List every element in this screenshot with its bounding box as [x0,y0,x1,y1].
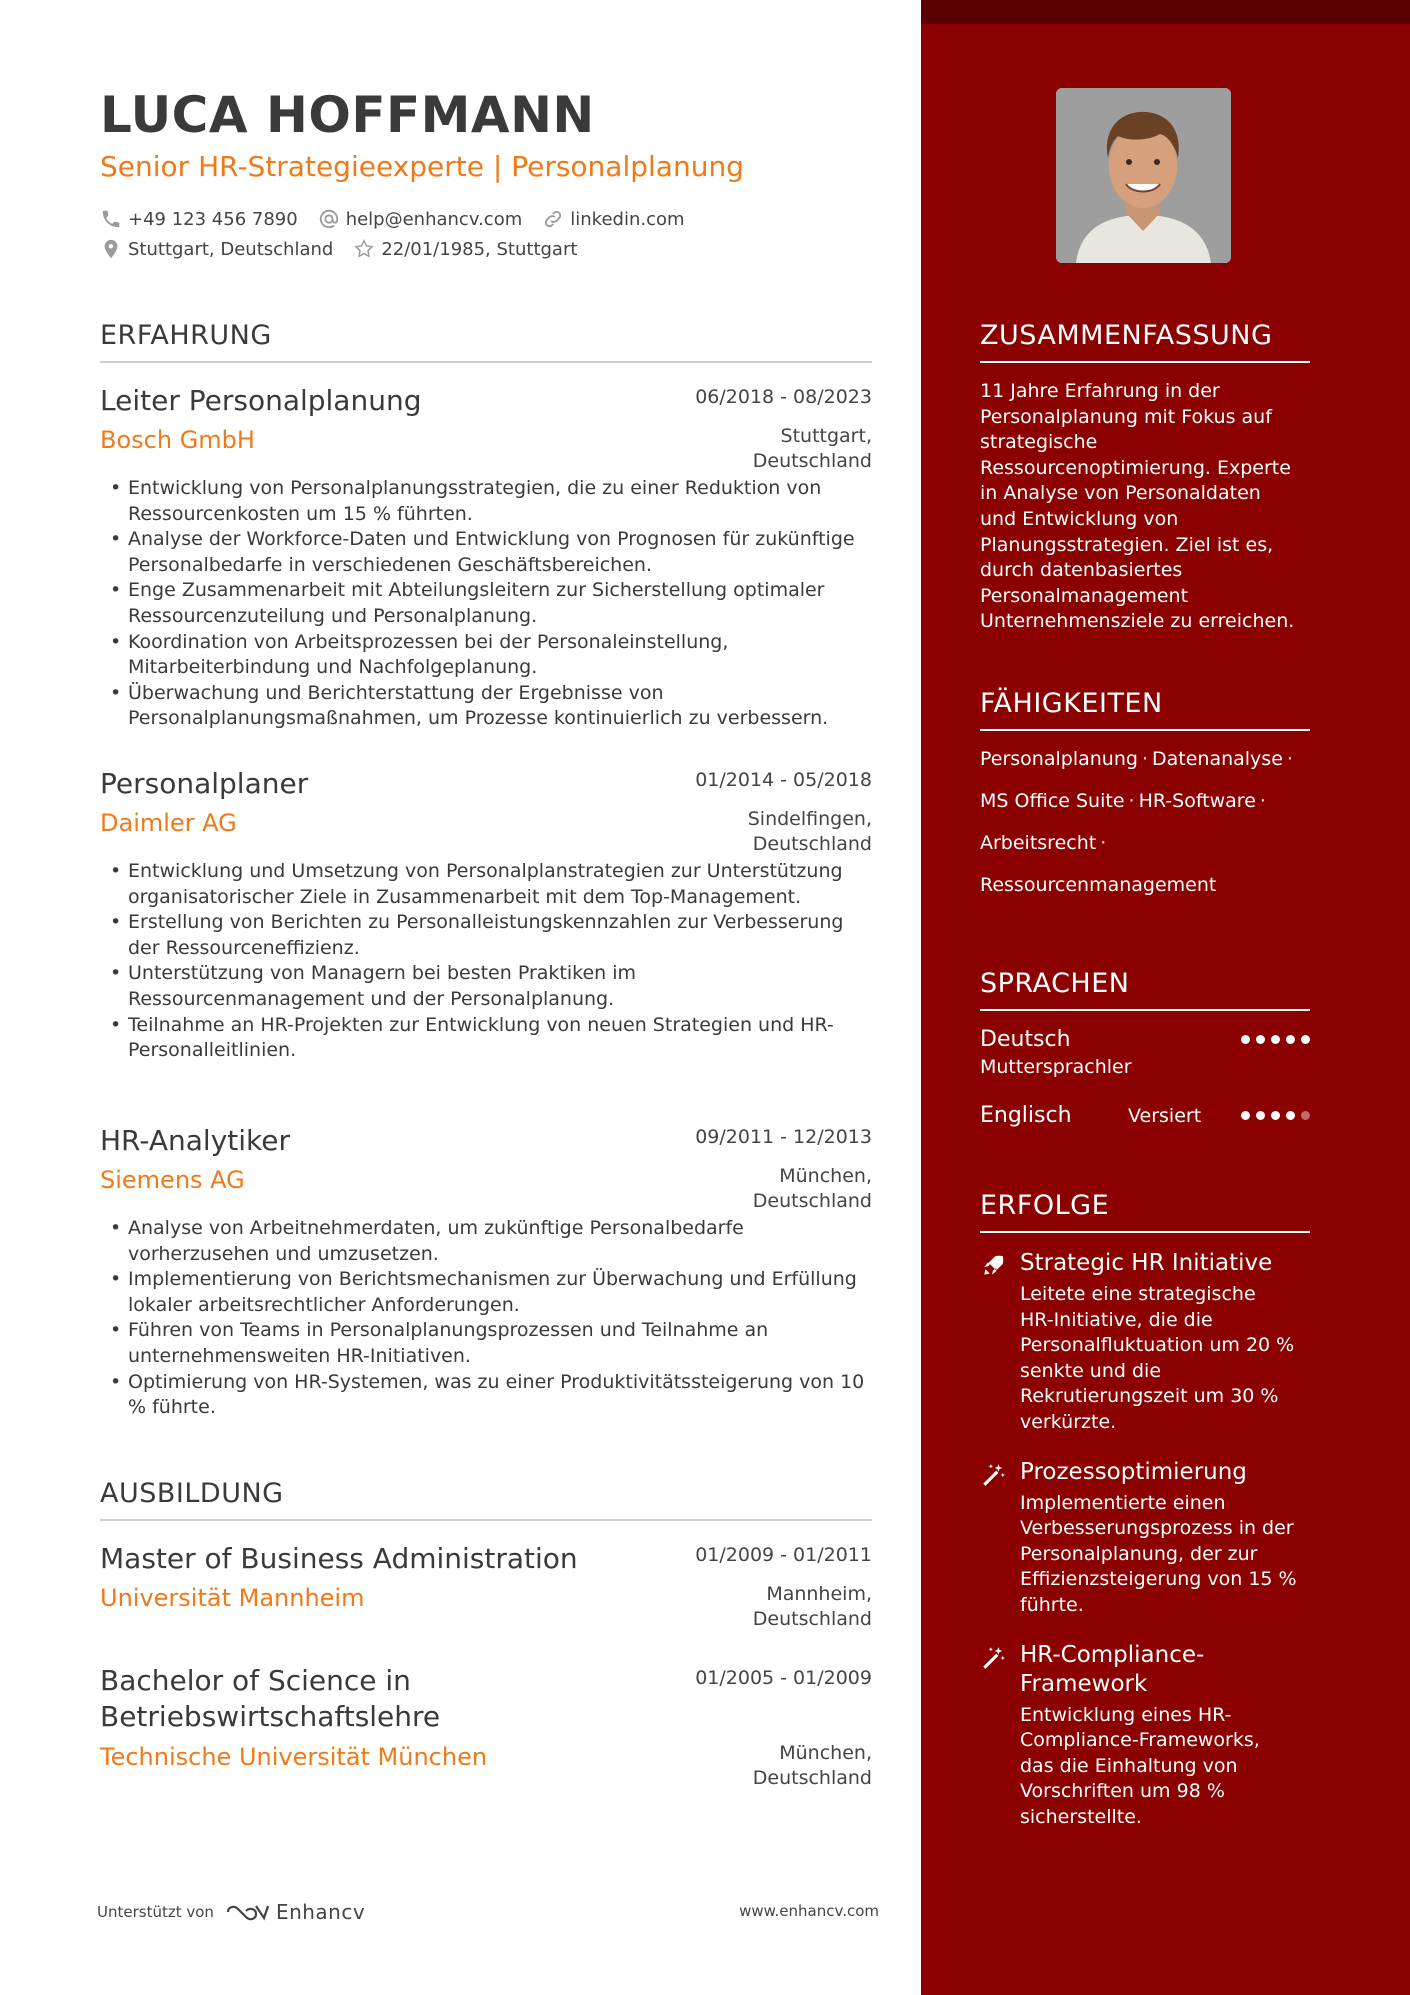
profile-photo [1056,88,1231,263]
bullet: • Entwicklung von Personalplanungsstrategien, die zu einer Reduktion von Ressourcenkosten um 15 % führten. [100,476,872,527]
bullet: • Implementierung von Berichtsmechanismen zur Überwachung und Erfüllung lokaler arbeitsrechtlicher Anforderungen. [100,1267,872,1318]
summary-title: ZUSAMMENFASSUNG [980,320,1310,363]
education-entry [100,1540,872,1632]
skill-tag: MS Office Suite [980,790,1125,812]
rating-dot [1271,1035,1280,1044]
bullet: • Koordination von Arbeitsprozessen bei der Personaleinstellung, Mitarbeiterbindung und Nachfolgeplanung. [100,630,872,681]
rating-dot [1271,1111,1280,1120]
achievement-desc: Implementierte einen Verbesserungsprozess in der Personalplanung, der zur Effizienzsteigerung von 15 % führte. [1020,1491,1297,1616]
degree: Bachelor of Science in Betriebswirtschaftslehre [100,1664,441,1733]
phone-text: +49 123 456 7890 [128,208,298,230]
enhancv-brand: Enhancv [275,1900,366,1924]
job-location: Sindelfingen, Deutschland [747,808,872,855]
location-contact [100,238,333,260]
skill-tag: Arbeitsrecht [980,832,1097,854]
education-entry [100,1663,872,1791]
enhancv-logo-icon [224,1900,270,1924]
enhancv-logo[interactable] [224,1900,365,1924]
phone-contact[interactable] [100,208,298,230]
footer-site-link[interactable]: www.enhancv.com [739,1902,879,1920]
summary-text: 11 Jahre Erfahrung in der Personalplanung mit Fokus auf strategische Ressourcenoptimierung. Experte in Analyse von Personaldaten und Entwicklung von Planungsstrategien. Ziel ist es, durch datenbasiertes Personalmanagement Unternehmensziele zu erreichen. [980,380,1295,633]
rating-dot [1286,1111,1295,1120]
achievement-desc: Entwicklung eines HR- Compliance-Frameworks, das die Einhaltung von Vorschriften um 98 % sicherstellte. [1020,1703,1260,1828]
job-date: 01/2014 - 05/2018 [695,769,872,791]
bullet: • Überwachung und Berichterstattung der Ergebnisse von Personalplanungsmaßnahmen, um Prozesse kontinuierlich zu verbessern. [100,681,872,732]
star-icon [353,238,375,260]
bullet: • Analyse von Arbeitnehmerdaten, um zukünftige Personalbedarfe vorherzusehen und umzusetzen. [100,1216,872,1267]
education-date: 01/2005 - 01/2009 [695,1667,872,1689]
rating-dot [1301,1111,1310,1120]
rating-dot [1256,1111,1265,1120]
birth-text: 22/01/1985, Stuttgart [381,238,578,260]
job-bullets [100,1216,872,1421]
headline: Senior HR-Strategieexperte | Personalplanung [100,150,744,183]
school: Technische Universität München [100,1743,488,1771]
powered-by-text: Unterstützt von [97,1903,214,1921]
birth-contact [353,238,577,260]
languages-title: SPRACHEN [980,968,1310,1011]
email-text: help@enhancv.com [345,208,523,230]
language-level: Muttersprachler [980,1056,1132,1078]
rating-dot [1286,1035,1295,1044]
bullet: • Teilnahme an HR-Projekten zur Entwicklung von neuen Strategien und HR-Personalleitlinien. [100,1013,872,1064]
rating-dot [1241,1111,1250,1120]
job-company: Bosch GmbH [100,426,255,454]
rating-dot [1241,1035,1250,1044]
language-rating [1235,1035,1310,1044]
language-name: Deutsch [980,1027,1071,1052]
achievement-desc: Leitete eine strategische HR-Initiative, die die Personalfluktuation um 20 % senkte und die Rekrutierungszeit um 30 % verkürzte. [1020,1283,1295,1433]
contact-info [100,204,705,264]
job-company: Daimler AG [100,809,237,837]
experience-entry [100,765,872,1064]
job-role: Personalplaner [100,767,309,800]
skill-tag: Personalplanung [980,748,1138,770]
achievement-title: HR-Compliance- Framework [1020,1641,1205,1697]
website-contact[interactable] [542,208,684,230]
magic-wand-icon [980,1462,1006,1488]
bullet: • Erstellung von Berichten zu Personalleistungskennzahlen zur Verbesserung der Ressourceneffizienz. [100,910,872,961]
job-bullets [100,476,872,732]
degree: Master of Business Administration [100,1542,578,1575]
job-date: 09/2011 - 12/2013 [695,1126,872,1148]
school: Universität Mannheim [100,1584,365,1612]
bullet: • Optimierung von HR-Systemen, was zu einer Produktivitätssteigerung von 10 % führte. [100,1370,872,1421]
experience-entry [100,382,872,732]
education-section-title: AUSBILDUNG [100,1478,872,1521]
bullet: • Führen von Teams in Personalplanungsprozessen und Teilnahme an unternehmensweiten HR-Initiativen. [100,1318,872,1369]
rocket-icon [980,1253,1006,1279]
profile-photo-avatar [1056,88,1231,263]
languages-section [980,968,1310,1141]
achievement-item [980,1458,1310,1619]
job-bullets [100,859,872,1064]
location-text: Stuttgart, Deutschland [128,238,334,260]
achievements-title: ERFOLGE [980,1190,1310,1233]
bullet: • Unterstützung von Managern bei besten Praktiken im Ressourcenmanagement und der Personalplanung. [100,961,872,1012]
powered-by [97,1900,365,1924]
education-location: München, Deutschland [752,1742,872,1789]
website-text: linkedin.com [570,208,685,230]
experience-entry [100,1122,872,1421]
bullet: • Entwicklung und Umsetzung von Personalplanstrategien zur Unterstützung organisatorischer Ziele in Zusammenarbeit mit dem Top-Management. [100,859,872,910]
footer [97,1896,879,1926]
language-rating [1235,1111,1310,1120]
skill-tag: Ressourcenmanagement [980,874,1217,896]
achievement-title: Strategic HR Initiative [1020,1250,1273,1276]
rating-dot [1301,1035,1310,1044]
job-location: München, Deutschland [752,1165,872,1212]
phone-icon [100,208,122,230]
email-contact[interactable] [318,208,523,230]
language-item [980,1101,1310,1141]
skills-title: FÄHIGKEITEN [980,688,1310,731]
rating-dot [1256,1035,1265,1044]
sidebar-top-bar [921,0,1410,24]
skill-tag: Datenanalyse [1151,748,1283,770]
job-company: Siemens AG [100,1166,245,1194]
job-role: Leiter Personalplanung [100,384,422,417]
education-date: 01/2009 - 01/2011 [695,1544,872,1566]
sidebar [921,0,1410,1995]
summary-section [980,320,1310,635]
bullet: • Enge Zusammenarbeit mit Abteilungsleitern zur Sicherstellung optimaler Ressourcenzuteilung und Personalplanung. [100,578,872,629]
language-level: Versiert [1128,1105,1202,1127]
education-location: Mannheim, Deutschland [752,1583,872,1630]
bullet: • Analyse der Workforce-Daten und Entwicklung von Prognosen für zukünftige Personalbedarfe in verschiedenen Geschäftsbereichen. [100,527,872,578]
skills-section [980,688,1310,913]
achievement-title: Prozessoptimierung [1020,1458,1247,1485]
job-date: 06/2018 - 08/2023 [695,386,872,408]
magic-wand-icon [980,1645,1006,1671]
achievements-section [980,1190,1310,1831]
skill-tag: HR-Software [1138,790,1256,812]
job-location: Stuttgart, Deutschland [752,425,872,472]
job-role: HR-Analytiker [100,1124,290,1157]
achievement-item [980,1249,1310,1436]
location-pin-icon [100,238,122,260]
language-item [980,1025,1310,1089]
language-name: Englisch [980,1103,1072,1128]
candidate-name: LUCA HOFFMANN [100,86,595,144]
skills-list: Personalplanung · Datenanalyse · MS Office Suite · HR-Software · Arbeitsrecht · Ressourcenmanagement [980,748,1293,896]
achievement-item [980,1641,1310,1831]
experience-section-title: ERFAHRUNG [100,320,872,363]
link-icon [542,208,564,230]
at-icon [318,208,340,230]
